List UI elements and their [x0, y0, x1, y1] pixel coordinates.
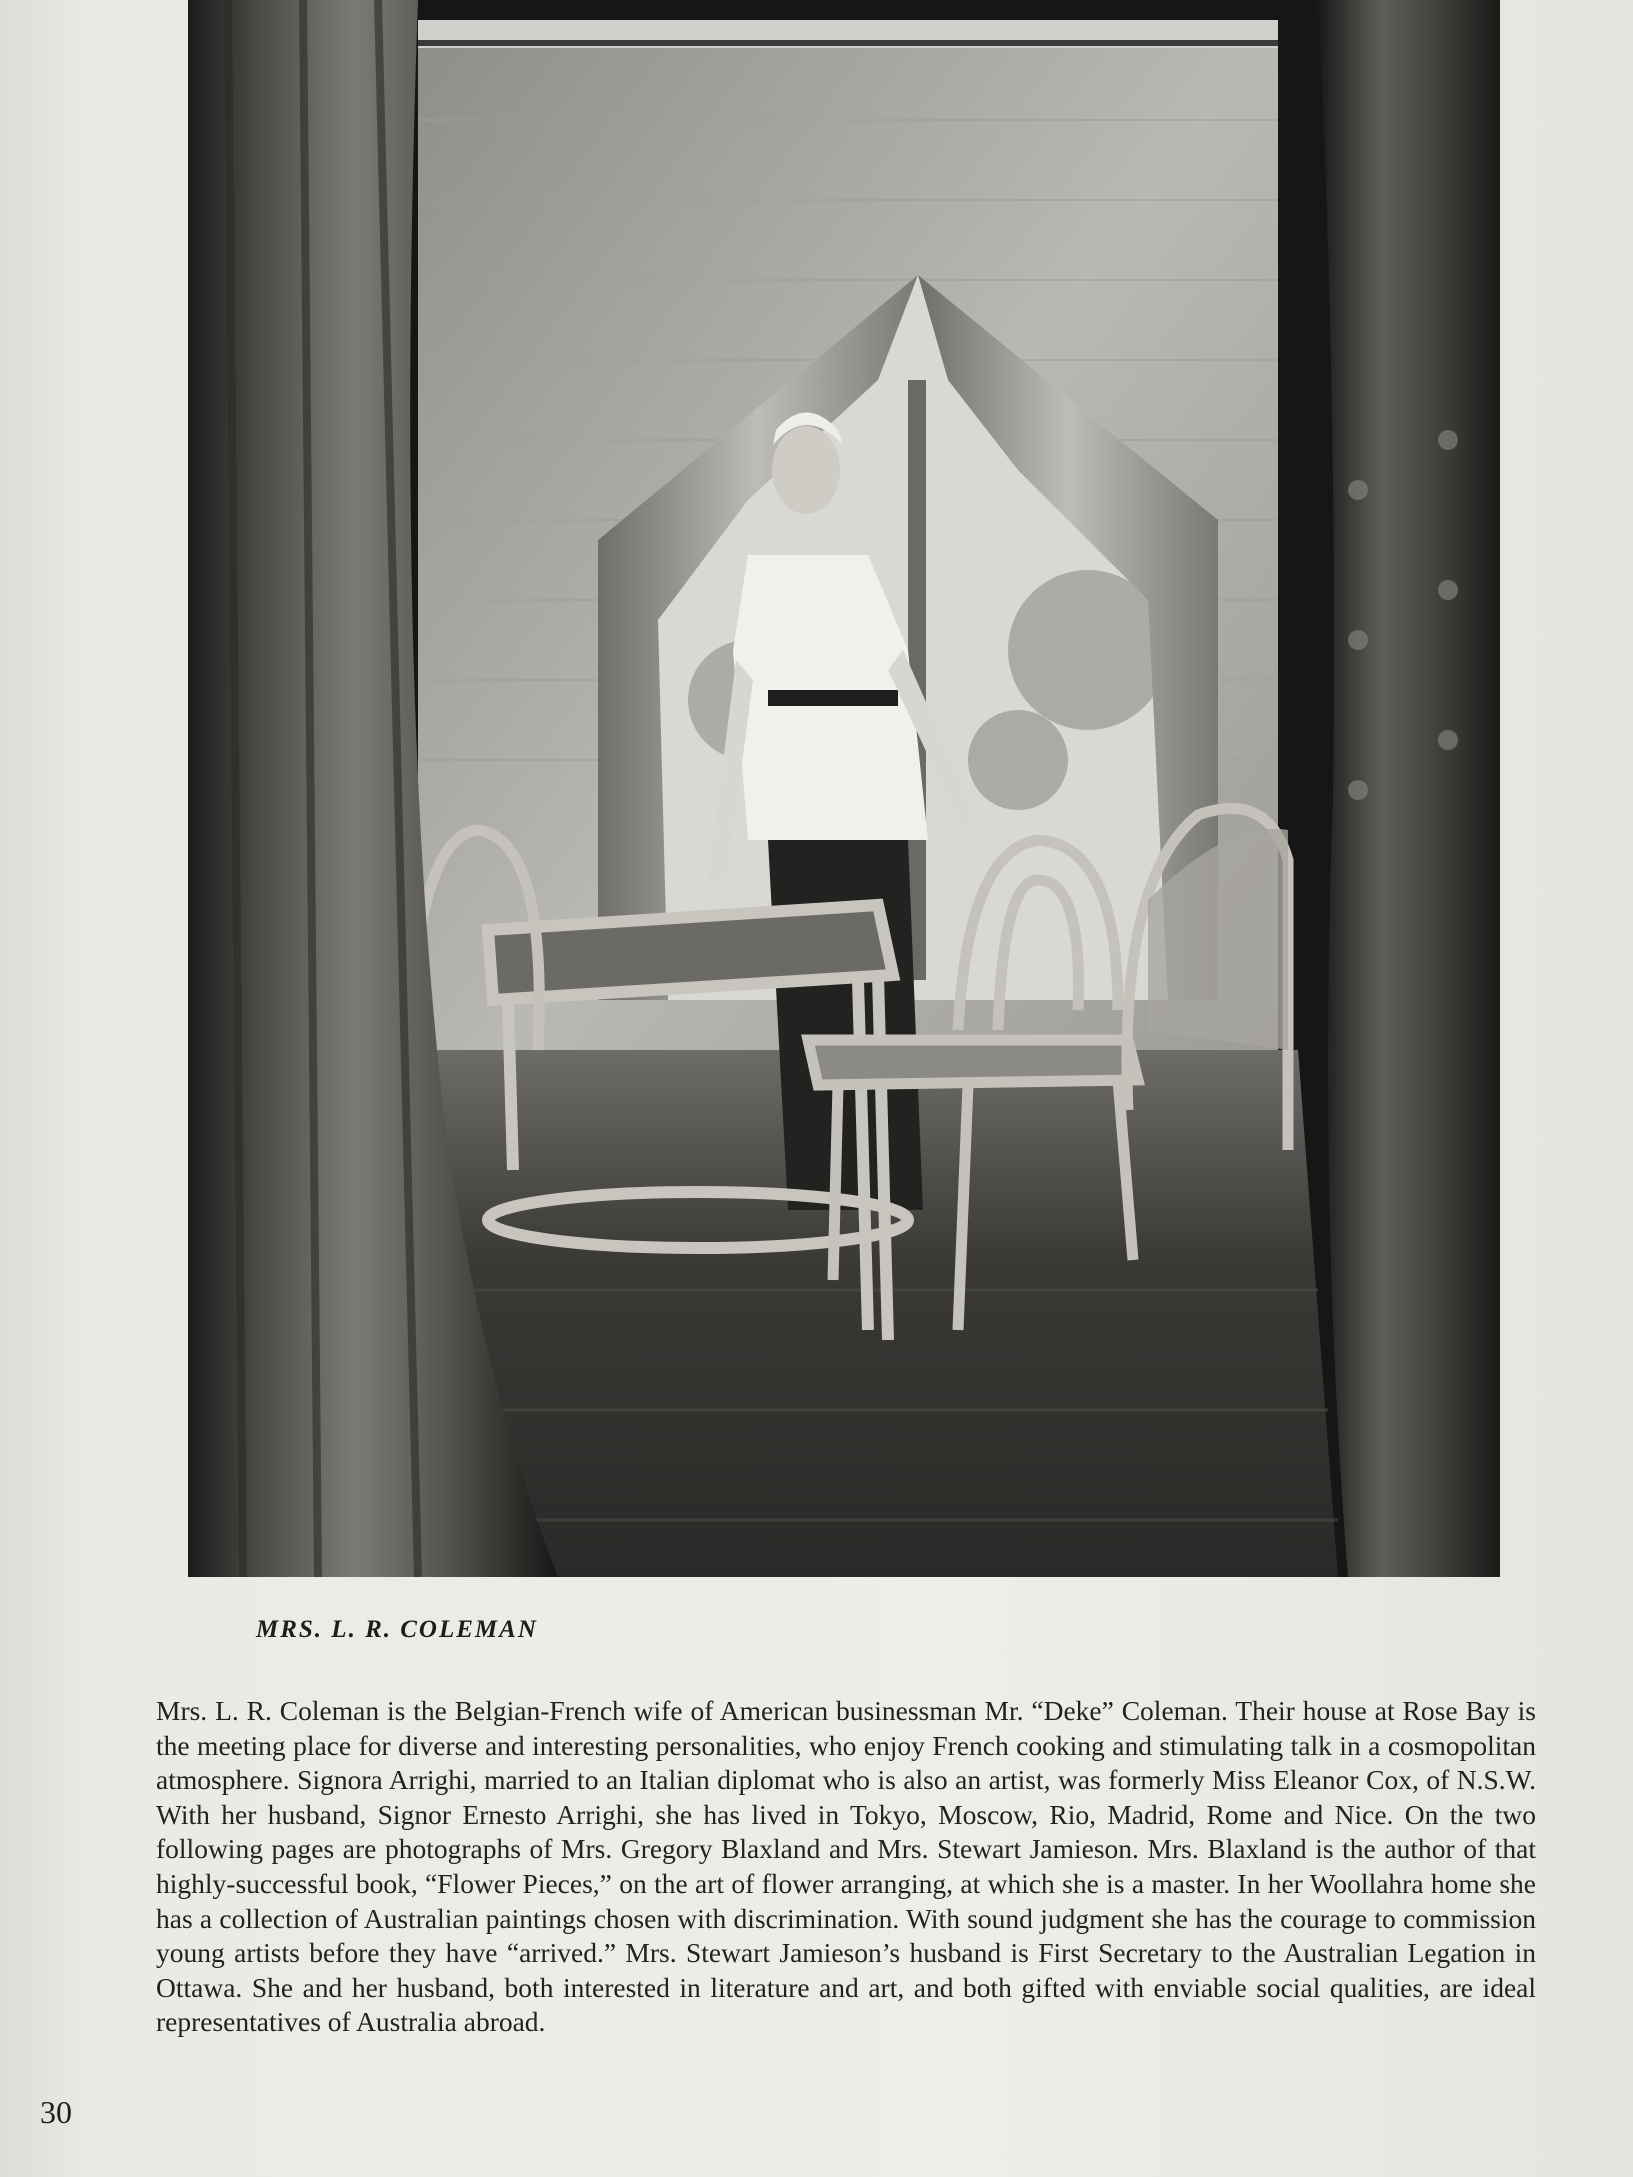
page-number: 30 [40, 2094, 72, 2130]
article-body [156, 1694, 1536, 2040]
article-paragraph: Mrs. L. R. Coleman is the Belgian-French wife of American businessman Mr. “Deke” Coleman. Their house at Rose Bay is the meeting place for diverse and interesting personalities, who enjoy French cooking and stimulating talk in a cosmopolitan atmosphere. Signora Arrighi, married to an Italian diplomat who is also an artist, was formerly Miss Eleanor Cox, of N.S.W. With her husband, Signor Ernesto Arrighi, she has lived in Tokyo, Moscow, Rio, Madrid, Rome and Nice. On the two following pages are photographs of Mrs. Gregory Blaxland and Mrs. Stewart Jamieson. Mrs. Blaxland is the author of that highly-successful book, “Flower Pieces,” on the art of flower arranging, at which she is a master. In her Woollahra home she has a collection of Australian paintings chosen with discrimination. With sound judgment she has the courage to commission young artists before they have “arrived.” Mrs. Stewart Jamieson’s husband is First Secretary to the Australian Legation in Ottawa. She and her husband, both interested in literature and art, and both gifted with enviable social qualities, are ideal representatives of Australia abroad. [156, 1695, 1536, 2038]
portrait-photograph [188, 0, 1500, 1577]
photograph-illustration [188, 0, 1500, 1577]
photo-caption: MRS. L. R. COLEMAN [256, 1616, 538, 1643]
